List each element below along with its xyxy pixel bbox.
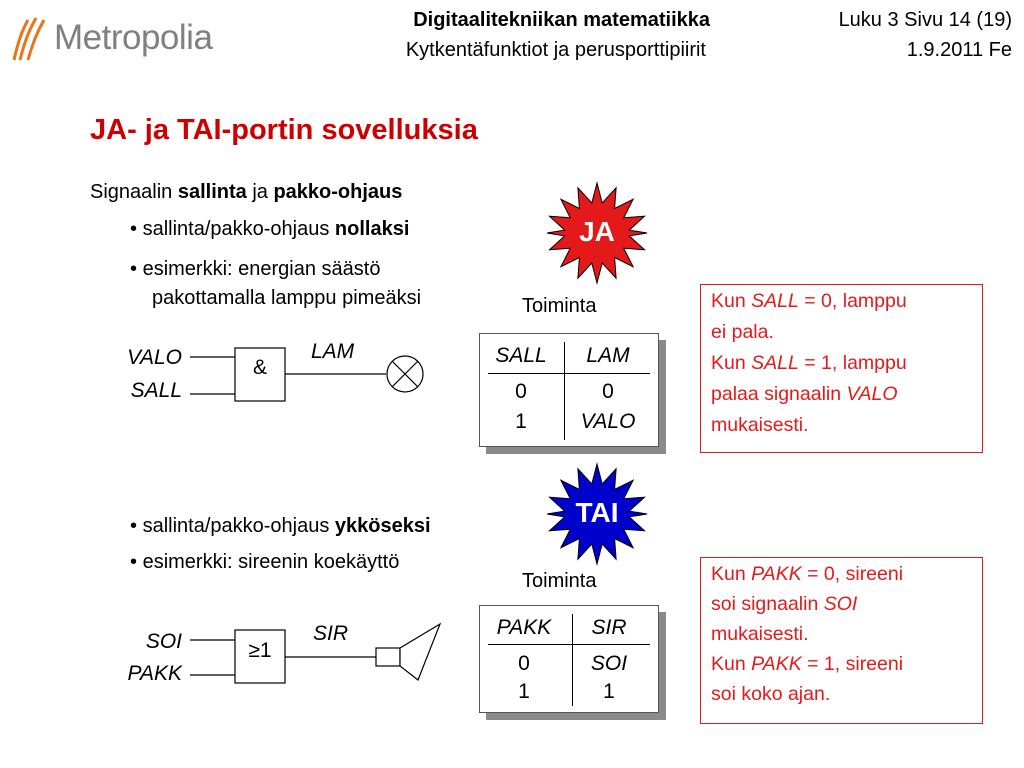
and-truth-table [479,333,659,447]
logo-mark-icon [8,12,56,64]
logo [8,12,223,64]
header-subtitle: Kytkentäfunktiot ja perusporttipiirit [405,39,706,61]
note-text: soi signaalin [711,593,824,615]
header-chapter-page: Luku 3 Sivu 14 (19) [838,9,1012,31]
and-input-valo: VALO [127,346,182,369]
note-text: = 0, sireeni [801,563,904,585]
bullet-dot-icon: • [130,258,138,280]
and-output-lam: LAM [311,340,355,363]
or-table-cell: SOI [590,652,628,675]
bullet-dot-icon: • [130,218,138,240]
or-note-box [700,557,983,724]
intro-bold-pakko: pakko-ohjaus [273,181,403,203]
and-table-cell: VALO [580,410,636,433]
and-bullet-2 [130,257,380,281]
or-badge-label: TAI [575,497,619,528]
or-table-divider-v [572,614,573,706]
and-table-cell: 0 [515,380,527,403]
and-badge-label: JA [579,216,615,247]
and-table-caption: Toiminta [522,295,597,317]
note-text: Kun [711,653,752,675]
and-table-cell: 0 [602,380,614,403]
and-bullet-1-text: sallinta/pakko-ohjaus [142,218,335,240]
note-text: = 1, lamppu [798,352,907,374]
intro-mid: ja [246,181,274,203]
or-table-cell: 0 [518,652,530,675]
siren-icon [376,624,440,680]
or-badge [544,461,650,567]
and-table-header-sall: SALL [495,344,547,367]
or-note-line-1 [711,562,972,587]
and-note-line-4 [711,382,972,407]
and-table-cell: 1 [515,410,527,433]
and-table-divider-h [488,373,650,374]
or-note-line-4 [711,652,972,677]
or-table-header-pakk: PAKK [496,616,552,639]
and-note-line-1 [711,289,972,314]
note-text: Kun [711,563,752,585]
and-badge [544,180,650,286]
and-table-header-lam: LAM [586,344,630,367]
note-signal: PAKK [751,563,802,585]
note-signal: SALL [751,290,799,312]
or-input-soi: SOI [145,630,182,653]
or-table-cell: 1 [518,680,530,703]
slide-title: JA- ja TAI-portin sovelluksia [90,114,478,146]
and-table-divider-v [564,342,565,440]
or-bullet-2 [130,550,399,574]
bullet-dot-icon: • [130,515,138,537]
bullet-dot-icon: • [130,551,138,573]
intro-bold-sallinta: sallinta [177,181,247,203]
or-bullet-2-text: esimerkki: sireenin koekäyttö [142,551,400,573]
or-table-divider-h [488,644,650,645]
and-circuit [186,340,446,410]
and-bullet-1 [130,217,409,241]
or-truth-table [479,605,659,713]
intro-line [90,180,402,204]
and-input-sall: SALL [130,379,182,402]
note-text: Kun [711,352,752,374]
intro-prefix: Signaalin [90,181,178,203]
lamp-icon [387,356,423,392]
or-bullet-1-bold: ykköseksi [334,515,431,537]
note-signal: PAKK [751,653,802,675]
and-bullet-2-cont: pakottamalla lamppu pimeäksi [152,287,422,309]
note-text: palaa signaalin [711,383,847,405]
or-note-line-5: soi koko ajan. [711,683,831,705]
and-note-line-5: mukaisesti. [711,414,809,436]
and-note-line-2: ei pala. [711,321,774,343]
note-text: = 1, sireeni [801,653,904,675]
and-note-box [700,284,983,453]
or-input-pakk: PAKK [127,662,182,685]
or-output-sir: SIR [313,622,349,645]
note-signal: SALL [751,352,799,374]
or-note-line-2 [711,592,972,617]
and-note-line-3 [711,351,972,376]
or-table-caption: Toiminta [522,570,597,592]
note-text: = 0, lamppu [798,290,907,312]
and-gate-symbol: & [252,356,267,379]
note-signal: SOI [823,593,858,615]
or-gate-symbol: ≥1 [248,639,272,662]
or-bullet-1 [130,514,431,538]
and-bullet-1-bold: nollaksi [334,218,410,240]
header-date-author: 1.9.2011 Fe [906,39,1012,61]
or-bullet-1-text: sallinta/pakko-ohjaus [142,515,335,537]
or-table-header-sir: SIR [591,616,627,639]
or-note-line-3: mukaisesti. [711,623,809,645]
or-circuit [186,620,446,690]
and-bullet-2-text: esimerkki: energian säästö [142,258,381,280]
note-text: Kun [711,290,752,312]
logo-text: Metropolia [54,18,213,57]
or-table-cell: 1 [603,680,615,703]
note-signal: VALO [846,383,898,405]
header-course: Digitaalitekniikan matematiikka [413,9,710,31]
